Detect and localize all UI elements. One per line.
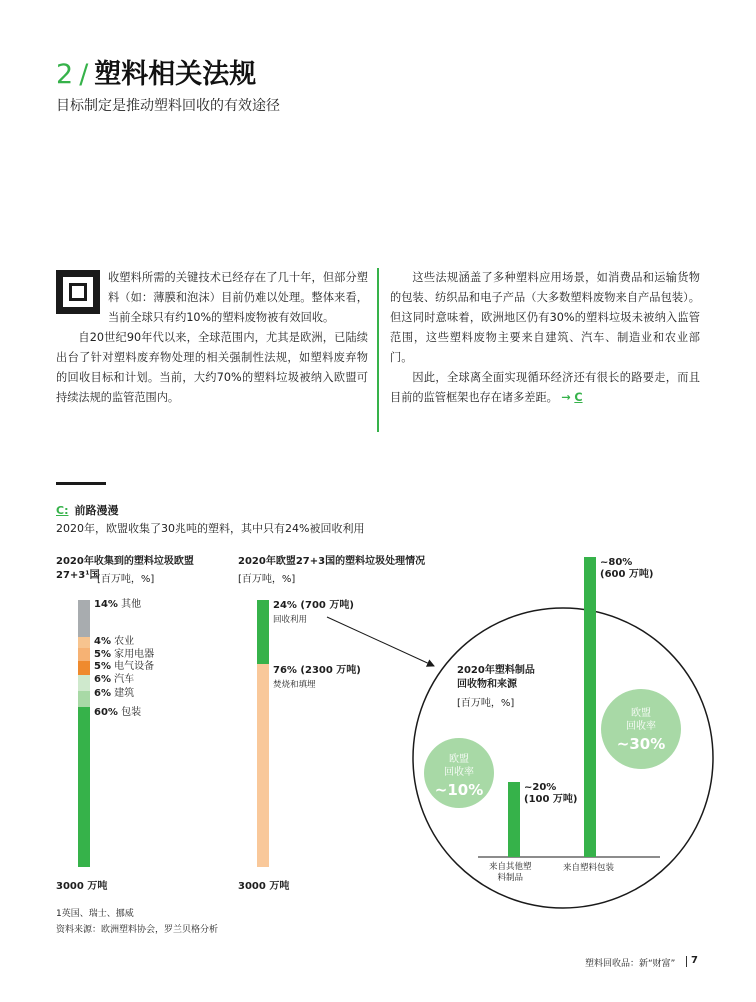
exhibit-link[interactable]: C	[574, 391, 583, 404]
section-subtitle: 目标制定是推动塑料回收的有效途径	[56, 98, 280, 114]
footnote: 1英国、瑞士、挪威	[56, 909, 134, 919]
chart1-total: 3000 万吨	[56, 881, 108, 892]
chart3-category-2: 来自塑料包装	[563, 863, 615, 873]
chart3-value-line: ~80%	[600, 557, 633, 568]
footer-separator	[686, 956, 687, 967]
section-number: 2	[56, 59, 74, 90]
exhibit-title: 前路漫漫	[74, 504, 119, 517]
source-note: 资料来源：欧洲塑料协会，罗兰贝格分析	[56, 925, 219, 935]
chart3-category-1-line1: 来自其他塑	[489, 862, 532, 872]
chart2-value-label: 76% (2300 万吨)	[273, 665, 361, 677]
recycling-rate-bubble	[424, 738, 494, 808]
chart3-category-1-line2: 料制品	[497, 873, 524, 883]
chart1-label-value: 5%	[94, 649, 111, 660]
bubble-value: ~30%	[616, 734, 666, 753]
page-number: 7	[691, 955, 698, 966]
bubble-title: 欧盟	[449, 754, 469, 766]
chart3-bar	[584, 557, 596, 857]
chart3-title-line1: 2020年塑料制品	[457, 665, 535, 676]
chart1-label-text: 农业	[110, 636, 135, 647]
chart3-value-label	[524, 782, 578, 806]
chart2-unit: [百万吨，%]	[238, 574, 296, 585]
chart3-title-line2: 回收物和来源	[457, 679, 517, 690]
chart1-label-value: 14%	[94, 599, 118, 610]
recycling-rate-bubble	[601, 689, 681, 769]
chart1-title-line2: 27+3¹国	[56, 570, 100, 581]
chart1-label-text: 其他	[117, 599, 142, 610]
bubble-subtitle: 回收率	[626, 720, 656, 732]
body-paragraph: 这些法规涵盖了多种塑料应用场景，如消费品和运输货物的包装、纺织品和电子产品（大多数塑料废物来自产品包装）。但这同时意味着，欧洲地区仍有30%的塑料垃圾未被纳入监管范围，这些塑料废物主要来自建筑、汽车、制造业和农业部门。	[390, 271, 700, 364]
chart3-bar	[508, 782, 520, 857]
chart2-category-label: 焚烧和填埋	[273, 680, 316, 691]
chart1-title-line1: 2020年收集到的塑料垃圾欧盟	[56, 556, 194, 567]
body-paragraph-text: 因此，全球离全面实现循环经济还有很长的路要走，而且目前的监管框架也存在诸多差距。	[390, 371, 700, 404]
chart1-label-value: 6%	[94, 674, 111, 685]
chart1-label-value: 6%	[94, 688, 111, 699]
bubble-title: 欧盟	[631, 707, 651, 719]
chart2-category-label: 回收利用	[273, 615, 308, 625]
bubble-subtitle: 回收率	[444, 767, 474, 779]
section-heading: 塑料相关法规	[94, 59, 257, 90]
chart1-label-text: 电气设备	[110, 661, 155, 672]
exhibit-description: 2020年，欧盟收集了30兆吨的塑料，其中只有24%被回收利用	[56, 522, 365, 535]
body-paragraph: 收塑料所需的关键技术已经存在了几十年，但部分塑料（如：薄膜和泡沫）目前仍难以处理。整体来看，当前全球只有约10%的塑料废物被有效回收。	[108, 271, 368, 324]
chart3-category-1	[489, 862, 532, 884]
pointer-arrow	[327, 617, 434, 666]
chart1-label-value: 60%	[94, 707, 118, 718]
chart3-title	[457, 664, 535, 692]
chart3-unit: [百万吨，%]	[457, 698, 515, 709]
chart1-label-value: 4%	[94, 636, 111, 647]
section-slash: /	[79, 59, 89, 90]
bubble-value: ~10%	[434, 781, 484, 800]
chart2-title: 2020年欧盟27+3国的塑料垃圾处理情况	[238, 556, 426, 567]
chart1-label-text: 汽车	[110, 674, 135, 685]
chart3-value-line: (600 万吨)	[600, 569, 654, 580]
exhibit-letter: C:	[56, 504, 69, 517]
chart2-value-label: 24% (700 万吨)	[273, 600, 354, 611]
arrow-right-icon: →	[561, 391, 571, 404]
chart1-label-text: 建筑	[110, 688, 135, 699]
footer-title: 塑料回收品：新“财富”	[585, 959, 676, 969]
chart1-label-value: 5%	[94, 661, 111, 672]
chart2-total: 3000 万吨	[238, 881, 290, 892]
chart1-unit: [百万吨，%]	[97, 574, 155, 585]
chart3-value-label	[600, 557, 654, 581]
chart1-label-text: 家用电器	[110, 649, 155, 660]
chart3-value-line: (100 万吨)	[524, 794, 578, 805]
chart1-label-text: 包装	[117, 707, 142, 718]
body-paragraph: 自20世纪90年代以来，全球范围内，尤其是欧洲，已陆续出台了针对塑料废弃物处理的相关强制性法规，如塑料废弃物的回收目标和计划。当前，大约70%的塑料垃圾被纳入欧盟可持续法规的监管范围内。	[56, 331, 368, 404]
chart3-value-line: ~20%	[524, 782, 557, 793]
